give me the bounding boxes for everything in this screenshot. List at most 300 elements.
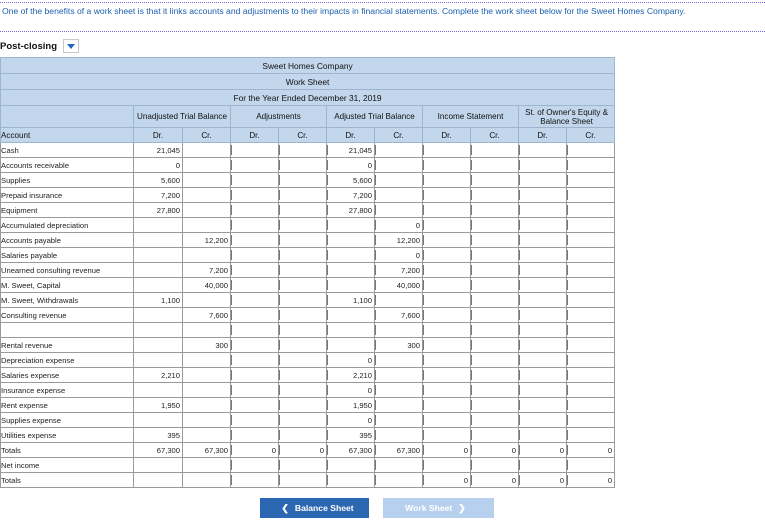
cell-adj-cr[interactable]	[279, 428, 327, 443]
cell-bs-cr[interactable]	[567, 353, 615, 368]
cell-adj-dr[interactable]	[231, 323, 279, 338]
cell-atb-dr[interactable]: 0	[327, 353, 375, 368]
cell-atb-dr[interactable]: 0	[327, 413, 375, 428]
cell-utb-dr: 0	[134, 158, 183, 173]
cell-atb-dr[interactable]: 0	[327, 158, 375, 173]
statement-dropdown[interactable]	[0, 38, 79, 54]
cell-utb-cr: 300	[183, 338, 231, 353]
table-row	[1, 278, 615, 293]
table-row	[1, 263, 615, 278]
dropdown-selected-value: Post-closing	[0, 40, 58, 52]
account-name: Supplies	[1, 173, 134, 188]
cell-utb-dr	[134, 248, 183, 263]
cell-bs-dr[interactable]	[519, 458, 567, 473]
cell-bs-dr[interactable]	[519, 428, 567, 443]
cell-is-dr[interactable]	[423, 353, 471, 368]
cell-bs-cr[interactable]	[567, 398, 615, 413]
account-name: Rental revenue	[1, 338, 134, 353]
cell-atb-dr[interactable]	[327, 458, 375, 473]
cell-adj-cr[interactable]	[279, 338, 327, 353]
cell-is-cr[interactable]	[471, 233, 519, 248]
group-owners-equity-balance-sheet: St. of Owner's Equity & Balance Sheet	[519, 106, 615, 128]
cell-utb-cr	[183, 458, 231, 473]
cell-bs-cr[interactable]	[567, 158, 615, 173]
group-adjustments: Adjustments	[231, 106, 327, 128]
cell-is-cr[interactable]: 0	[471, 473, 519, 488]
table-row	[1, 218, 615, 233]
cell-utb-cr	[183, 383, 231, 398]
cr-header: Cr.	[279, 128, 327, 143]
cell-bs-cr[interactable]	[567, 188, 615, 203]
cell-atb-cr[interactable]	[375, 293, 423, 308]
prev-button-label: Balance Sheet	[294, 503, 354, 513]
cell-bs-cr[interactable]: 0	[567, 473, 615, 488]
next-button-label: Work Sheet	[405, 503, 453, 513]
cell-is-dr[interactable]	[423, 248, 471, 263]
cell-utb-dr: 2,210	[134, 368, 183, 383]
account-name: Supplies expense	[1, 413, 134, 428]
cell-is-cr[interactable]	[471, 248, 519, 263]
cell-is-cr[interactable]	[471, 368, 519, 383]
cell-atb-cr[interactable]	[375, 458, 423, 473]
cell-is-cr[interactable]	[471, 188, 519, 203]
cell-adj-cr[interactable]	[279, 218, 327, 233]
cell-adj-dr[interactable]	[231, 458, 279, 473]
cell-utb-dr	[134, 308, 183, 323]
company-name: Sweet Homes Company	[1, 58, 615, 74]
work-sheet-table	[0, 57, 615, 488]
cell-is-dr[interactable]	[423, 188, 471, 203]
cell-is-cr[interactable]	[471, 353, 519, 368]
cell-atb-cr[interactable]	[375, 353, 423, 368]
cell-atb-dr[interactable]: 5,600	[327, 173, 375, 188]
cell-bs-dr[interactable]	[519, 383, 567, 398]
account-column-header: Account	[1, 128, 134, 143]
dr-header: Dr.	[231, 128, 279, 143]
cell-is-dr[interactable]	[423, 233, 471, 248]
cell-utb-dr	[134, 338, 183, 353]
cell-utb-cr: 7,200	[183, 263, 231, 278]
table-row	[1, 473, 615, 488]
cell-adj-cr[interactable]	[279, 203, 327, 218]
cell-adj-cr[interactable]	[279, 473, 327, 488]
cell-utb-dr	[134, 263, 183, 278]
cell-adj-cr[interactable]	[279, 173, 327, 188]
cell-utb-cr	[183, 428, 231, 443]
instructions-text: One of the benefits of a work sheet is that it links accounts and adjustments to their impacts in financial statements. Complete the work sheet below for the Sweet Homes Company.	[0, 2, 765, 32]
cell-utb-dr	[134, 233, 183, 248]
cell-bs-dr[interactable]	[519, 338, 567, 353]
cell-adj-dr[interactable]	[231, 293, 279, 308]
cell-utb-cr: 12,200	[183, 233, 231, 248]
cell-atb-dr[interactable]	[327, 248, 375, 263]
cell-is-dr[interactable]	[423, 428, 471, 443]
cell-is-dr[interactable]	[423, 158, 471, 173]
cell-is-dr[interactable]: 0	[423, 473, 471, 488]
cell-bs-cr[interactable]	[567, 218, 615, 233]
cell-adj-dr[interactable]	[231, 368, 279, 383]
cell-is-dr[interactable]	[423, 413, 471, 428]
cell-bs-cr[interactable]	[567, 143, 615, 158]
cell-is-cr[interactable]	[471, 158, 519, 173]
cell-is-dr[interactable]	[423, 293, 471, 308]
cell-bs-cr[interactable]	[567, 248, 615, 263]
account-name: Consulting revenue	[1, 308, 134, 323]
cell-utb-dr	[134, 383, 183, 398]
cell-atb-dr[interactable]: 7,200	[327, 188, 375, 203]
cell-is-cr[interactable]	[471, 383, 519, 398]
cell-adj-dr[interactable]	[231, 473, 279, 488]
cell-atb-cr[interactable]: 0	[375, 218, 423, 233]
cell-utb-cr	[183, 203, 231, 218]
dropdown-arrow-button[interactable]	[63, 39, 79, 53]
cell-adj-dr[interactable]	[231, 398, 279, 413]
cell-adj-cr[interactable]	[279, 323, 327, 338]
cell-bs-dr[interactable]	[519, 308, 567, 323]
cell-is-dr[interactable]	[423, 278, 471, 293]
cell-bs-dr[interactable]	[519, 248, 567, 263]
cell-bs-dr[interactable]	[519, 233, 567, 248]
account-name: Equipment	[1, 203, 134, 218]
cell-adj-cr[interactable]	[279, 458, 327, 473]
cell-bs-dr[interactable]	[519, 398, 567, 413]
cell-utb-dr: 1,950	[134, 398, 183, 413]
cell-atb-dr[interactable]	[327, 233, 375, 248]
cell-is-dr[interactable]	[423, 458, 471, 473]
cell-adj-dr[interactable]	[231, 338, 279, 353]
cell-atb-cr[interactable]: 67,300	[375, 443, 423, 458]
dr-header: Dr.	[519, 128, 567, 143]
cell-bs-cr[interactable]	[567, 173, 615, 188]
chevron-down-icon	[67, 44, 75, 49]
cell-utb-cr	[183, 413, 231, 428]
cell-utb-dr	[134, 413, 183, 428]
cell-bs-dr[interactable]: 0	[519, 443, 567, 458]
table-row	[1, 173, 615, 188]
cell-adj-dr[interactable]	[231, 203, 279, 218]
worksheet-period: For the Year Ended December 31, 2019	[1, 90, 615, 106]
cell-atb-cr[interactable]	[375, 368, 423, 383]
cell-adj-dr[interactable]	[231, 263, 279, 278]
cell-is-cr[interactable]	[471, 143, 519, 158]
cell-atb-cr[interactable]	[375, 398, 423, 413]
cell-adj-cr[interactable]: 0	[279, 443, 327, 458]
cell-atb-cr[interactable]: 0	[375, 248, 423, 263]
cell-is-cr[interactable]	[471, 278, 519, 293]
group-income-statement: Income Statement	[423, 106, 519, 128]
table-row	[1, 233, 615, 248]
cell-adj-cr[interactable]	[279, 248, 327, 263]
table-row	[1, 338, 615, 353]
cell-adj-cr[interactable]	[279, 383, 327, 398]
cell-bs-dr[interactable]	[519, 203, 567, 218]
table-row	[1, 458, 615, 473]
cell-adj-cr[interactable]	[279, 293, 327, 308]
cell-is-dr[interactable]	[423, 173, 471, 188]
table-row	[1, 353, 615, 368]
cell-adj-cr[interactable]	[279, 398, 327, 413]
cell-adj-dr[interactable]	[231, 158, 279, 173]
cell-adj-cr[interactable]	[279, 278, 327, 293]
cell-bs-cr[interactable]	[567, 203, 615, 218]
account-name	[1, 323, 134, 338]
cell-utb-cr	[183, 218, 231, 233]
cell-bs-cr[interactable]	[567, 368, 615, 383]
account-name: Prepaid insurance	[1, 188, 134, 203]
cell-adj-dr[interactable]	[231, 383, 279, 398]
cell-utb-dr	[134, 458, 183, 473]
cell-atb-cr[interactable]	[375, 173, 423, 188]
cell-is-dr[interactable]	[423, 338, 471, 353]
cell-atb-dr[interactable]	[327, 473, 375, 488]
cell-is-cr[interactable]	[471, 263, 519, 278]
cell-bs-cr[interactable]	[567, 278, 615, 293]
cell-utb-cr	[183, 248, 231, 263]
table-row	[1, 413, 615, 428]
cell-atb-cr[interactable]	[375, 473, 423, 488]
table-row	[1, 443, 615, 458]
table-row	[1, 383, 615, 398]
cell-utb-dr: 395	[134, 428, 183, 443]
table-row	[1, 398, 615, 413]
cell-bs-cr[interactable]	[567, 413, 615, 428]
account-name: Accounts payable	[1, 233, 134, 248]
cell-bs-dr[interactable]	[519, 263, 567, 278]
cell-bs-dr[interactable]	[519, 368, 567, 383]
cell-is-cr[interactable]	[471, 413, 519, 428]
cell-adj-cr[interactable]	[279, 413, 327, 428]
cell-adj-cr[interactable]	[279, 308, 327, 323]
cell-bs-dr[interactable]	[519, 143, 567, 158]
cell-is-cr[interactable]: 0	[471, 443, 519, 458]
cell-adj-dr[interactable]	[231, 233, 279, 248]
cell-bs-dr[interactable]	[519, 188, 567, 203]
account-name: Unearned consulting revenue	[1, 263, 134, 278]
cell-adj-cr[interactable]	[279, 263, 327, 278]
account-name: Depreciation expense	[1, 353, 134, 368]
account-name: M. Sweet, Capital	[1, 278, 134, 293]
cell-utb-dr: 1,100	[134, 293, 183, 308]
group-adjusted-trial-balance: Adjusted Trial Balance	[327, 106, 423, 128]
cell-atb-cr[interactable]	[375, 323, 423, 338]
cell-adj-dr[interactable]	[231, 353, 279, 368]
cell-utb-cr	[183, 353, 231, 368]
cell-bs-cr[interactable]	[567, 233, 615, 248]
account-name: Totals	[1, 473, 134, 488]
cell-atb-cr[interactable]: 40,000	[375, 278, 423, 293]
cell-adj-dr[interactable]	[231, 143, 279, 158]
account-name: Salaries payable	[1, 248, 134, 263]
cell-is-cr[interactable]	[471, 398, 519, 413]
cell-atb-dr[interactable]	[327, 338, 375, 353]
cell-is-cr[interactable]	[471, 173, 519, 188]
cell-utb-cr	[183, 398, 231, 413]
cell-atb-dr[interactable]: 21,045	[327, 143, 375, 158]
cell-atb-cr[interactable]	[375, 158, 423, 173]
account-name: Cash	[1, 143, 134, 158]
dr-header: Dr.	[134, 128, 183, 143]
table-row	[1, 308, 615, 323]
cell-adj-cr[interactable]	[279, 353, 327, 368]
cell-utb-cr: 67,300	[183, 443, 231, 458]
cell-atb-dr[interactable]	[327, 278, 375, 293]
cell-bs-cr[interactable]	[567, 338, 615, 353]
table-row	[1, 368, 615, 383]
cell-atb-dr[interactable]: 67,300	[327, 443, 375, 458]
cell-adj-dr[interactable]	[231, 248, 279, 263]
cell-bs-dr[interactable]	[519, 353, 567, 368]
cell-is-dr[interactable]	[423, 398, 471, 413]
cell-atb-cr[interactable]	[375, 428, 423, 443]
cell-utb-cr	[183, 188, 231, 203]
cell-is-dr[interactable]	[423, 263, 471, 278]
chevron-right-icon: ❯	[458, 502, 466, 513]
account-name: M. Sweet, Withdrawals	[1, 293, 134, 308]
cell-atb-cr[interactable]	[375, 383, 423, 398]
cell-is-dr[interactable]	[423, 218, 471, 233]
cell-utb-cr	[183, 293, 231, 308]
cell-bs-dr[interactable]	[519, 158, 567, 173]
table-row	[1, 323, 615, 338]
cell-atb-cr[interactable]	[375, 188, 423, 203]
group-unadjusted-trial-balance: Unadjusted Trial Balance	[134, 106, 231, 128]
cell-utb-dr: 67,300	[134, 443, 183, 458]
account-name: Rent expense	[1, 398, 134, 413]
cell-utb-dr	[134, 323, 183, 338]
cell-bs-cr[interactable]	[567, 308, 615, 323]
cell-adj-dr[interactable]	[231, 428, 279, 443]
cell-is-dr[interactable]	[423, 323, 471, 338]
cell-atb-dr[interactable]	[327, 323, 375, 338]
cell-bs-dr[interactable]: 0	[519, 473, 567, 488]
cell-is-cr[interactable]	[471, 458, 519, 473]
cr-header: Cr.	[375, 128, 423, 143]
cell-utb-dr	[134, 473, 183, 488]
cell-utb-dr	[134, 353, 183, 368]
cell-adj-dr[interactable]	[231, 188, 279, 203]
cell-utb-cr	[183, 143, 231, 158]
cell-adj-cr[interactable]	[279, 233, 327, 248]
table-row	[1, 293, 615, 308]
cell-adj-cr[interactable]	[279, 143, 327, 158]
cell-atb-dr[interactable]	[327, 308, 375, 323]
cell-adj-cr[interactable]	[279, 188, 327, 203]
cell-utb-dr: 7,200	[134, 188, 183, 203]
cell-atb-cr[interactable]: 7,600	[375, 308, 423, 323]
cell-utb-cr	[183, 473, 231, 488]
account-name: Totals	[1, 443, 134, 458]
account-name: Accounts receivable	[1, 158, 134, 173]
cell-bs-cr[interactable]	[567, 428, 615, 443]
account-name: Utilities expense	[1, 428, 134, 443]
cell-bs-dr[interactable]	[519, 413, 567, 428]
cr-header: Cr.	[471, 128, 519, 143]
cell-atb-cr[interactable]: 300	[375, 338, 423, 353]
cell-utb-cr: 40,000	[183, 278, 231, 293]
cell-bs-cr[interactable]	[567, 383, 615, 398]
cell-utb-dr	[134, 218, 183, 233]
cell-bs-cr[interactable]	[567, 293, 615, 308]
cell-bs-dr[interactable]	[519, 278, 567, 293]
cell-atb-cr[interactable]	[375, 143, 423, 158]
account-name: Net income	[1, 458, 134, 473]
cell-adj-cr[interactable]	[279, 158, 327, 173]
cell-utb-cr	[183, 173, 231, 188]
cell-bs-cr[interactable]	[567, 323, 615, 338]
cell-is-cr[interactable]	[471, 293, 519, 308]
cell-bs-dr[interactable]	[519, 293, 567, 308]
cell-bs-cr[interactable]	[567, 263, 615, 278]
cell-atb-dr[interactable]: 395	[327, 428, 375, 443]
cell-utb-dr: 21,045	[134, 143, 183, 158]
cell-atb-cr[interactable]: 7,200	[375, 263, 423, 278]
cell-atb-dr[interactable]: 0	[327, 383, 375, 398]
cell-is-cr[interactable]	[471, 203, 519, 218]
cell-is-cr[interactable]	[471, 323, 519, 338]
cell-utb-cr	[183, 368, 231, 383]
account-name: Accumulated depreciation	[1, 218, 134, 233]
account-name: Salaries expense	[1, 368, 134, 383]
cell-adj-dr[interactable]: 0	[231, 443, 279, 458]
cell-is-dr[interactable]	[423, 143, 471, 158]
table-row	[1, 203, 615, 218]
cell-atb-dr[interactable]: 1,950	[327, 398, 375, 413]
cell-adj-cr[interactable]	[279, 368, 327, 383]
cell-is-dr[interactable]	[423, 203, 471, 218]
cell-bs-dr[interactable]	[519, 218, 567, 233]
cell-is-cr[interactable]	[471, 428, 519, 443]
cell-bs-dr[interactable]	[519, 173, 567, 188]
dr-header: Dr.	[423, 128, 471, 143]
cell-atb-dr[interactable]: 27,800	[327, 203, 375, 218]
cell-bs-cr[interactable]	[567, 458, 615, 473]
cell-is-dr[interactable]	[423, 308, 471, 323]
cell-atb-cr[interactable]	[375, 413, 423, 428]
cell-adj-dr[interactable]	[231, 218, 279, 233]
cell-is-dr[interactable]	[423, 383, 471, 398]
cell-bs-dr[interactable]	[519, 323, 567, 338]
cell-bs-cr[interactable]: 0	[567, 443, 615, 458]
cell-adj-dr[interactable]	[231, 173, 279, 188]
cell-adj-dr[interactable]	[231, 278, 279, 293]
dr-header: Dr.	[327, 128, 375, 143]
cell-is-cr[interactable]	[471, 338, 519, 353]
cell-is-dr[interactable]: 0	[423, 443, 471, 458]
table-row	[1, 143, 615, 158]
cell-utb-cr	[183, 323, 231, 338]
prev-balance-sheet-button[interactable]	[260, 498, 369, 518]
worksheet-title: Work Sheet	[1, 74, 615, 90]
cr-header: Cr.	[183, 128, 231, 143]
cell-atb-cr[interactable]: 12,200	[375, 233, 423, 248]
cell-atb-dr[interactable]	[327, 218, 375, 233]
cell-utb-cr	[183, 158, 231, 173]
cell-adj-dr[interactable]	[231, 308, 279, 323]
cell-is-cr[interactable]	[471, 308, 519, 323]
cell-atb-dr[interactable]: 2,210	[327, 368, 375, 383]
cell-utb-dr: 27,800	[134, 203, 183, 218]
cell-adj-dr[interactable]	[231, 413, 279, 428]
next-work-sheet-button[interactable]	[383, 498, 494, 518]
table-row	[1, 188, 615, 203]
cell-is-cr[interactable]	[471, 218, 519, 233]
cell-atb-dr[interactable]	[327, 263, 375, 278]
cell-atb-cr[interactable]	[375, 203, 423, 218]
cell-is-dr[interactable]	[423, 368, 471, 383]
chevron-left-icon: ❮	[281, 502, 289, 513]
cell-utb-dr	[134, 278, 183, 293]
cell-atb-dr[interactable]: 1,100	[327, 293, 375, 308]
